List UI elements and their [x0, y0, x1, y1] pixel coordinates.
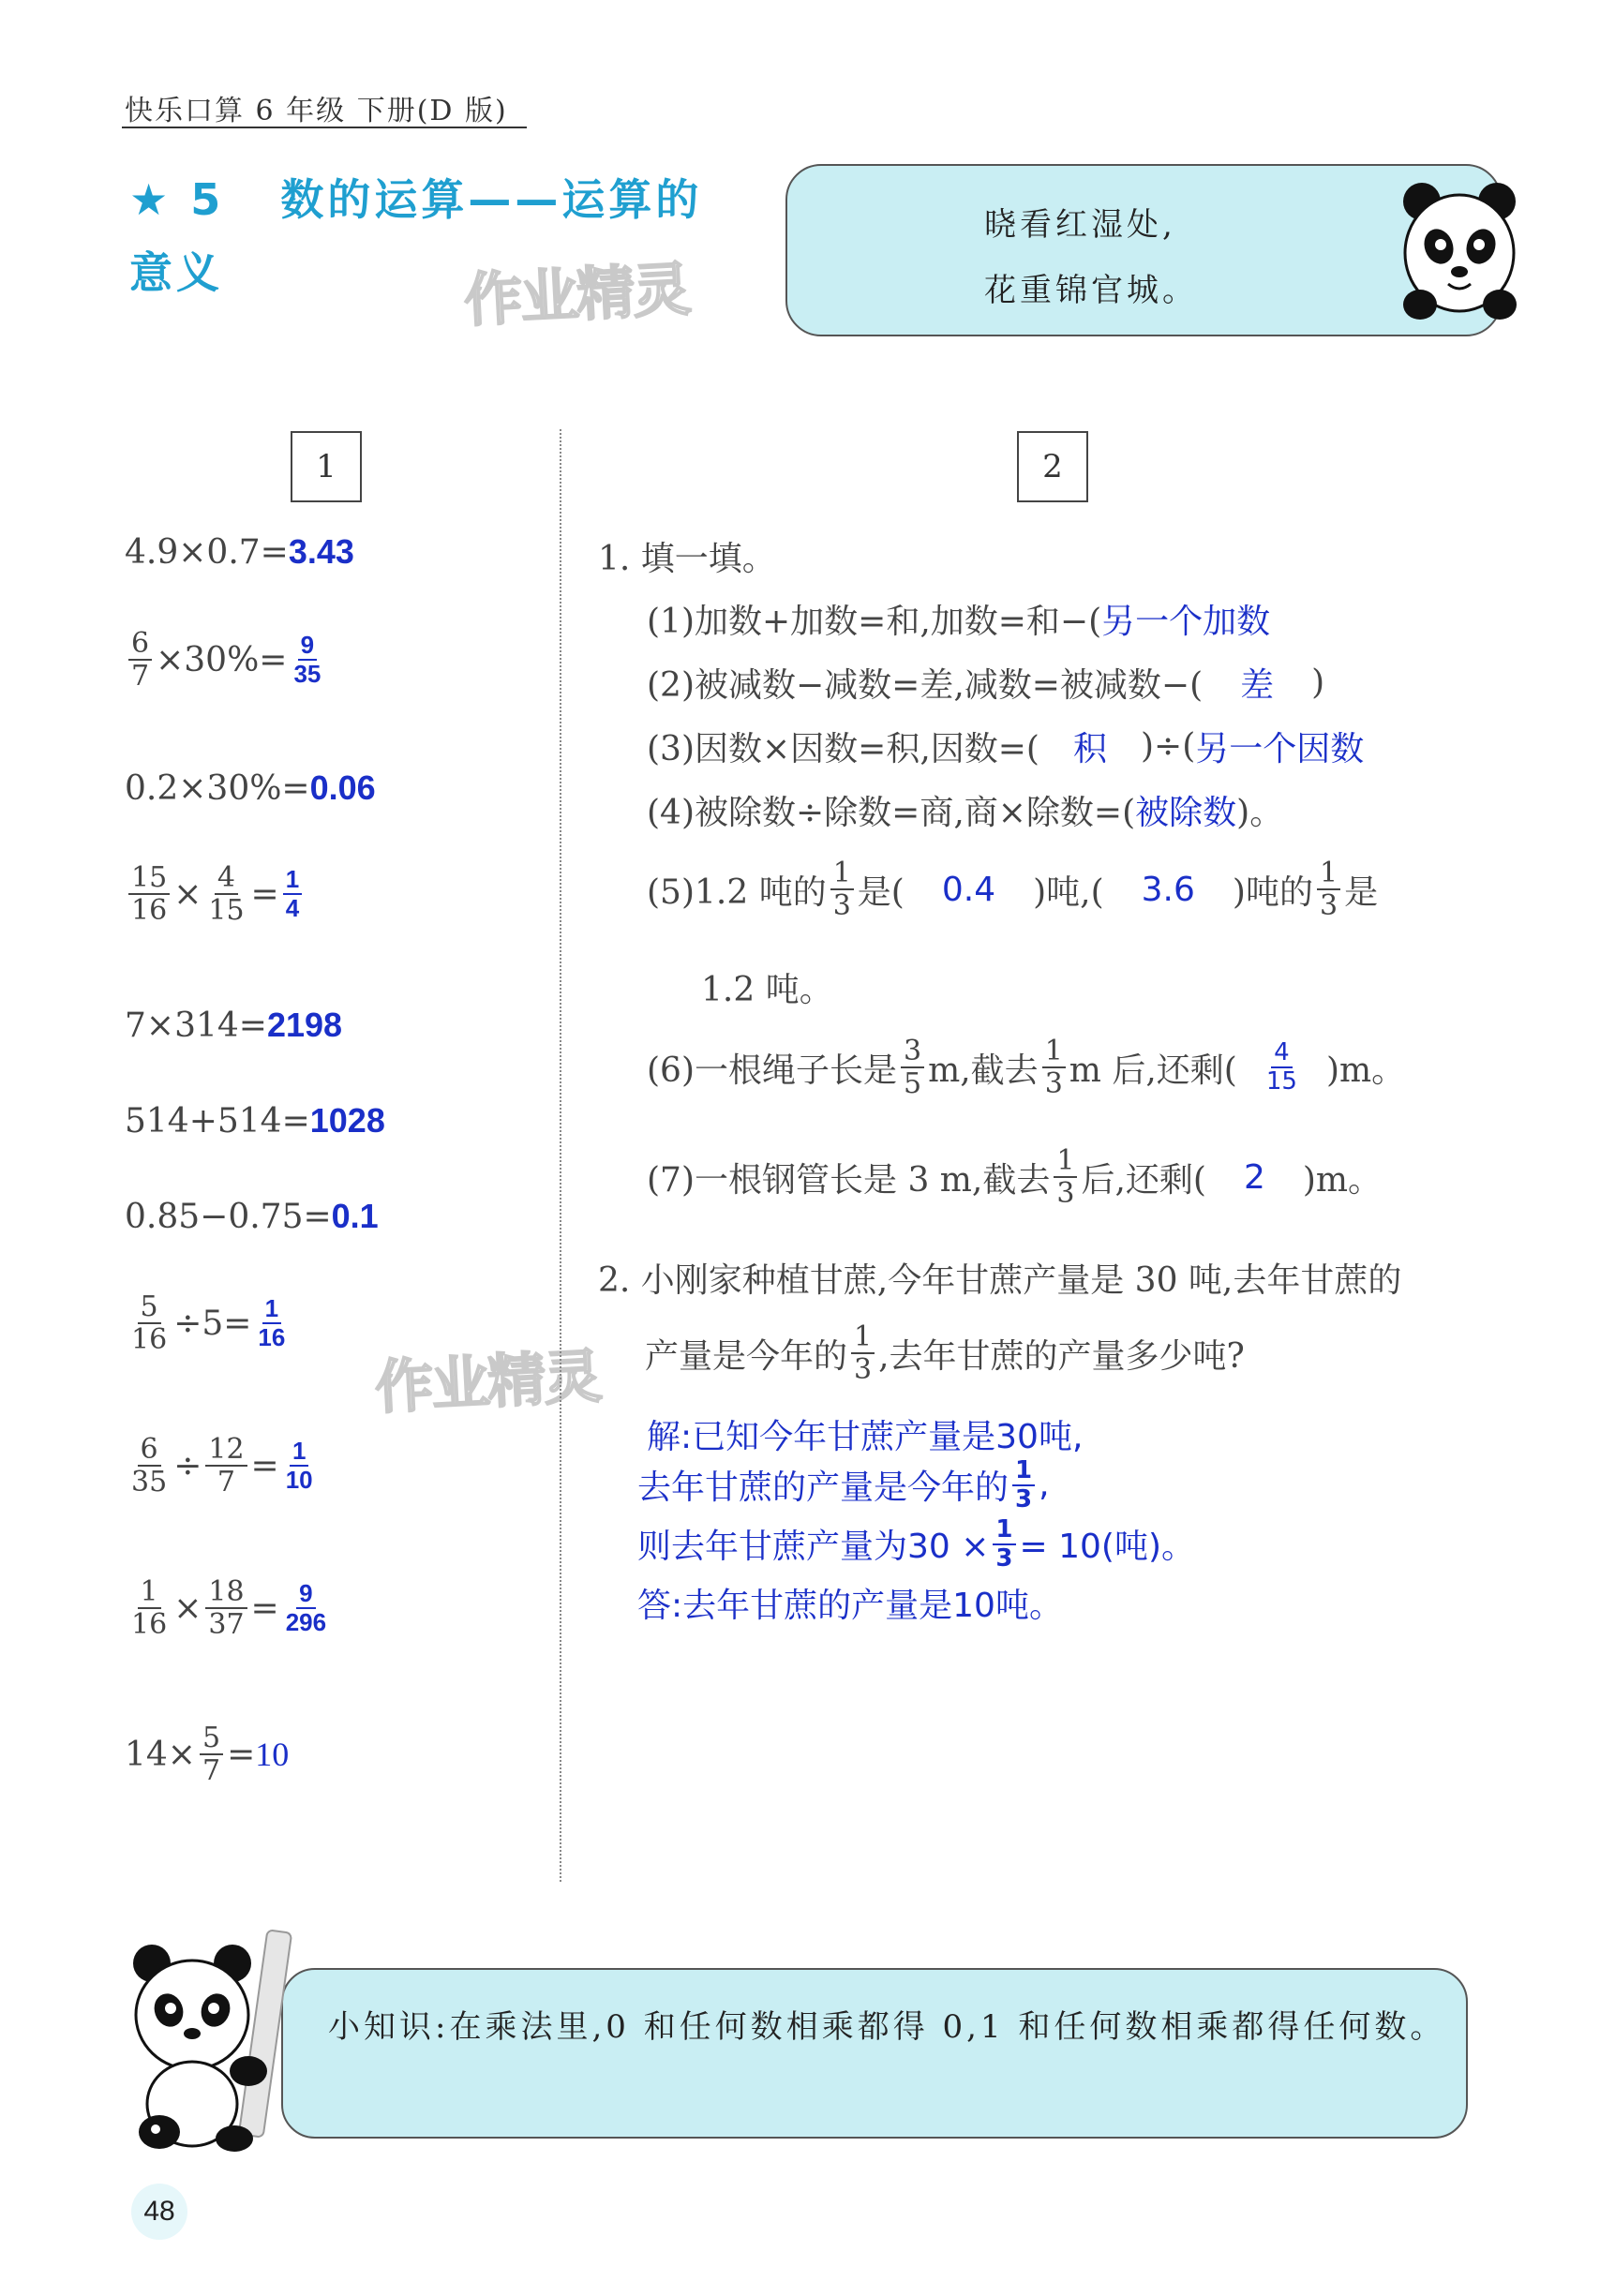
watermark: 作业精灵 — [373, 1341, 603, 1423]
question-heading: 1. 填一填。 — [598, 540, 776, 578]
star-icon: ★ — [129, 174, 172, 225]
equation: 4.9×0.7= 3.43 — [125, 532, 354, 572]
lesson-title-line1: 数的运算——运算的 — [280, 174, 703, 225]
panda-icon — [1401, 173, 1518, 323]
fill-item: (5)1.2 吨的 $\frac{1}{3}$ 是( 0.4 )吨,( 3.6 )吨的 $\frac{1}{3}$ 是 — [647, 857, 1379, 922]
panda-pencil-icon — [122, 1921, 300, 2155]
equation: $\frac{5}{16}$ ÷5= $\frac{1}{16}$ — [131, 1290, 286, 1356]
lesson-number: 5 — [190, 174, 225, 225]
book-header: 快乐口算 6 年级 下册(D 版) — [125, 95, 508, 127]
lesson-title — [129, 159, 702, 240]
fill-item: (3)因数×因数=积,因数=( 积 )÷( 另一个因数 — [647, 727, 1365, 768]
equation: 14× $\frac{5}{7}$ = 10 — [125, 1722, 290, 1787]
watermark: 作业精灵 — [462, 254, 692, 335]
tip-text: 小知识:在乘法里,0 和任何数相乘都得 0,1 和任何数相乘都得任何数。 — [328, 2008, 1446, 2046]
solution-line: 去年甘蔗的产量是今年的 $\frac{1}{3}$ , — [637, 1456, 1050, 1513]
section-label: 1 — [291, 431, 362, 502]
solution-line: 解:已知今年甘蔗产量是30吨, — [647, 1418, 1084, 1456]
equation: $\frac{6}{7}$ ×30%= $\frac{9}{35}$ — [125, 628, 327, 692]
fill-item: (7)一根钢管长是 3 m,截去 $\frac{1}{3}$ 后,还剩( 2 )m。 — [647, 1144, 1383, 1210]
fill-item-continued: 1.2 吨。 — [701, 971, 833, 1009]
equation: 0.2×30%= 0.06 — [125, 768, 376, 808]
solution-line: 则去年甘蔗产量为30 × $\frac{1}{3}$ = 10(吨)。 — [637, 1515, 1196, 1573]
equation: $\frac{6}{35}$ ÷ $\frac{12}{7}$ = $\frac{1}{10}$ — [131, 1433, 313, 1498]
fill-item: (2)被减数−减数=差,减数=被减数−( 差 ) — [647, 663, 1325, 705]
equation: 7×314= 2198 — [125, 1006, 343, 1045]
fill-item: (6)一根绳子长是 $\frac{3}{5}$ m,截去 $\frac{1}{3}$ m 后,还剩( $\frac{4}{15}$ )m。 — [647, 1035, 1406, 1100]
fill-item: (4)被除数÷除数=商,商×除数=( 被除数 )。 — [647, 794, 1284, 832]
equation: 514+514= 1028 — [125, 1101, 385, 1141]
poem-line: 花重锦官城。 — [984, 272, 1198, 309]
question-line: 2. 小刚家种植甘蔗,今年甘蔗产量是 30 吨,去年甘蔗的 — [598, 1261, 1402, 1300]
section-label: 2 — [1017, 431, 1088, 502]
poem-text — [984, 192, 1198, 323]
header-underline — [122, 127, 527, 128]
answer-line: 答:去年甘蔗的产量是10吨。 — [637, 1587, 1063, 1625]
poem-line: 晓看红湿处, — [984, 206, 1176, 244]
column-divider — [560, 429, 561, 1882]
equation: $\frac{15}{16}$ × $\frac{4}{15}$ = $\frac{1}{4}$ — [125, 862, 306, 926]
lesson-title-line2: 意义 — [129, 247, 223, 298]
equation: $\frac{1}{16}$ × $\frac{18}{37}$ = $\frac{9}{296}$ — [131, 1575, 327, 1641]
fill-item: (1)加数+加数=和,加数=和−( 另一个加数 — [647, 603, 1271, 641]
equation: 0.85−0.75= 0.1 — [125, 1197, 379, 1236]
page-number: 48 — [131, 2184, 187, 2240]
question-line: 产量是今年的 $\frac{1}{3}$ ,去年甘蔗的产量多少吨? — [645, 1320, 1245, 1386]
